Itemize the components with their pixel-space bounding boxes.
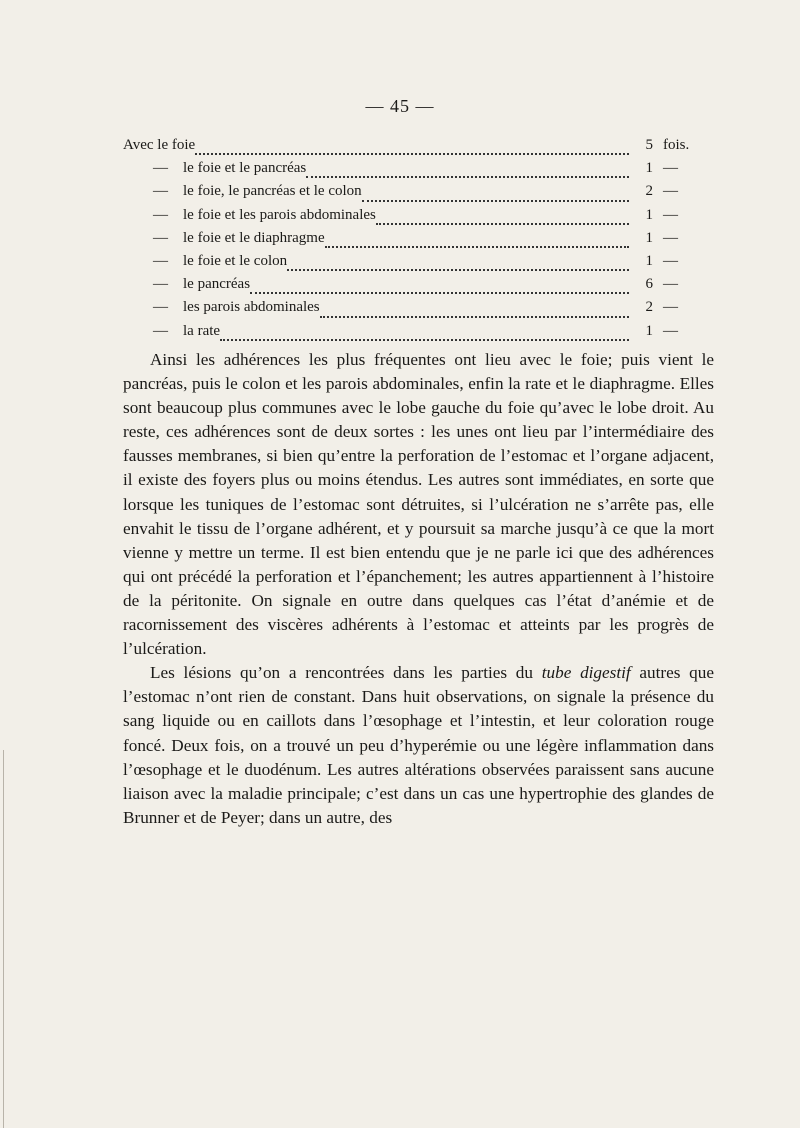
row-count: 5 bbox=[645, 137, 653, 153]
row-label: la rate bbox=[183, 322, 221, 339]
page-edge-line bbox=[3, 750, 4, 1128]
row-prefix: — bbox=[153, 252, 168, 269]
row-count: 1 bbox=[645, 322, 653, 339]
table-row bbox=[123, 207, 703, 230]
row-label: le foie et le colon bbox=[183, 252, 288, 269]
row-unit: — bbox=[663, 322, 678, 339]
adhesion-count-table bbox=[123, 137, 703, 346]
row-unit: — bbox=[663, 252, 678, 269]
row-prefix: — bbox=[153, 276, 168, 293]
body-text bbox=[123, 348, 714, 830]
row-count: 1 bbox=[645, 160, 653, 177]
table-row bbox=[123, 230, 703, 253]
row-count: 6 bbox=[645, 276, 653, 293]
table-row bbox=[123, 253, 703, 276]
dot-leader bbox=[250, 292, 629, 294]
row-unit: — bbox=[663, 206, 678, 223]
row-label: les parois abdominales bbox=[183, 299, 320, 316]
row-count: 2 bbox=[645, 299, 653, 316]
row-prefix: — bbox=[153, 299, 168, 316]
row-prefix: Avec bbox=[123, 137, 154, 153]
row-prefix: — bbox=[153, 160, 168, 177]
row-label: le pancréas bbox=[183, 276, 251, 293]
table-row bbox=[123, 137, 703, 160]
table-row bbox=[123, 323, 703, 346]
row-unit: fois. bbox=[663, 137, 690, 153]
dot-leader bbox=[195, 153, 629, 155]
dot-leader bbox=[362, 200, 629, 202]
row-unit: — bbox=[663, 276, 678, 293]
dot-leader bbox=[306, 176, 629, 178]
paragraph: Ainsi les adhérences les plus fréquentes ont lieu avec le foie; puis vient le pancréas, puis le colon et les parois abdominales, enfin la rate et le diaphragme. Elles sont beaucoup plus communes avec le lobe gauche du foie qu’avec le lobe droit. Au reste, ces adhérences sont de deux sortes : les unes ont lieu par l’intermédiaire des fausses membranes, si bien qu’entre la perforation de l’estomac et l’organe adjacent, il existe des foyers plus ou moins étendus. Les autres sont immédiates, en sorte que lorsque les tuniques de l’estomac sont détruites, si l’ulcération ne s’arrête pas, elle envahit le tissu de l’organe adhérent, et y poursuit sa marche jusqu’à ce que la mort vienne y mettre un terme. Il est bien entendu que je ne parle ici que des adhérences qui ont précédé la perforation et l’épanchement; les autres appartiennent à l’histoire de la péritonite. On signale en outre dans quelques cas l’état d’anémie et de racornissement des viscères adhérents à l’estomac et atteints par les progrès de l’ulcération. bbox=[123, 350, 714, 659]
dot-leader bbox=[320, 316, 629, 318]
row-label: le foie et le diaphragme bbox=[183, 229, 325, 246]
row-label: le foie bbox=[157, 137, 196, 153]
row-unit: — bbox=[663, 229, 678, 246]
page-number: — 45 — bbox=[365, 96, 435, 116]
row-count: 1 bbox=[645, 229, 653, 246]
row-unit: — bbox=[663, 299, 678, 316]
dot-leader bbox=[325, 246, 629, 248]
paragraph bbox=[123, 661, 714, 830]
row-prefix: — bbox=[153, 229, 168, 246]
row-prefix: — bbox=[153, 183, 168, 200]
row-label: le foie et le pancréas bbox=[183, 160, 307, 177]
row-unit: — bbox=[663, 183, 678, 200]
row-label: le foie, le pancréas et le colon bbox=[183, 183, 362, 200]
row-unit: — bbox=[663, 160, 678, 177]
table-row bbox=[123, 160, 703, 183]
paragraph-text: Les lésions qu’on a rencontrées dans les parties du bbox=[150, 663, 542, 683]
row-count: 1 bbox=[645, 206, 653, 223]
italic-term: tube digestif bbox=[541, 663, 631, 683]
table-row bbox=[123, 299, 703, 322]
dot-leader bbox=[376, 223, 629, 225]
table-row bbox=[123, 183, 703, 206]
table-row bbox=[123, 276, 703, 299]
dot-leader bbox=[220, 339, 629, 341]
row-count: 1 bbox=[645, 252, 653, 269]
row-prefix: — bbox=[153, 322, 168, 339]
paragraph-text: autres que l’estomac n’ont rien de constant. Dans huit observations, on signale la présence du sang liquide ou en caillots dans l’œsophage et l’intestin, et leur coloration rouge foncé. Deux fois, on a trouvé un peu d’hyperémie ou une légère inflammation dans l’œsophage et le duodénum. Les autres altérations observées paraissent sans aucune liaison avec la maladie principale; c’est dans un cas une hypertrophie des glandes de Brunner et de Peyer; dans un autre, des bbox=[123, 663, 715, 827]
row-prefix: — bbox=[153, 206, 168, 223]
row-label: le foie et les parois abdominales bbox=[183, 206, 376, 223]
row-count: 2 bbox=[645, 183, 653, 200]
dot-leader bbox=[287, 269, 629, 271]
